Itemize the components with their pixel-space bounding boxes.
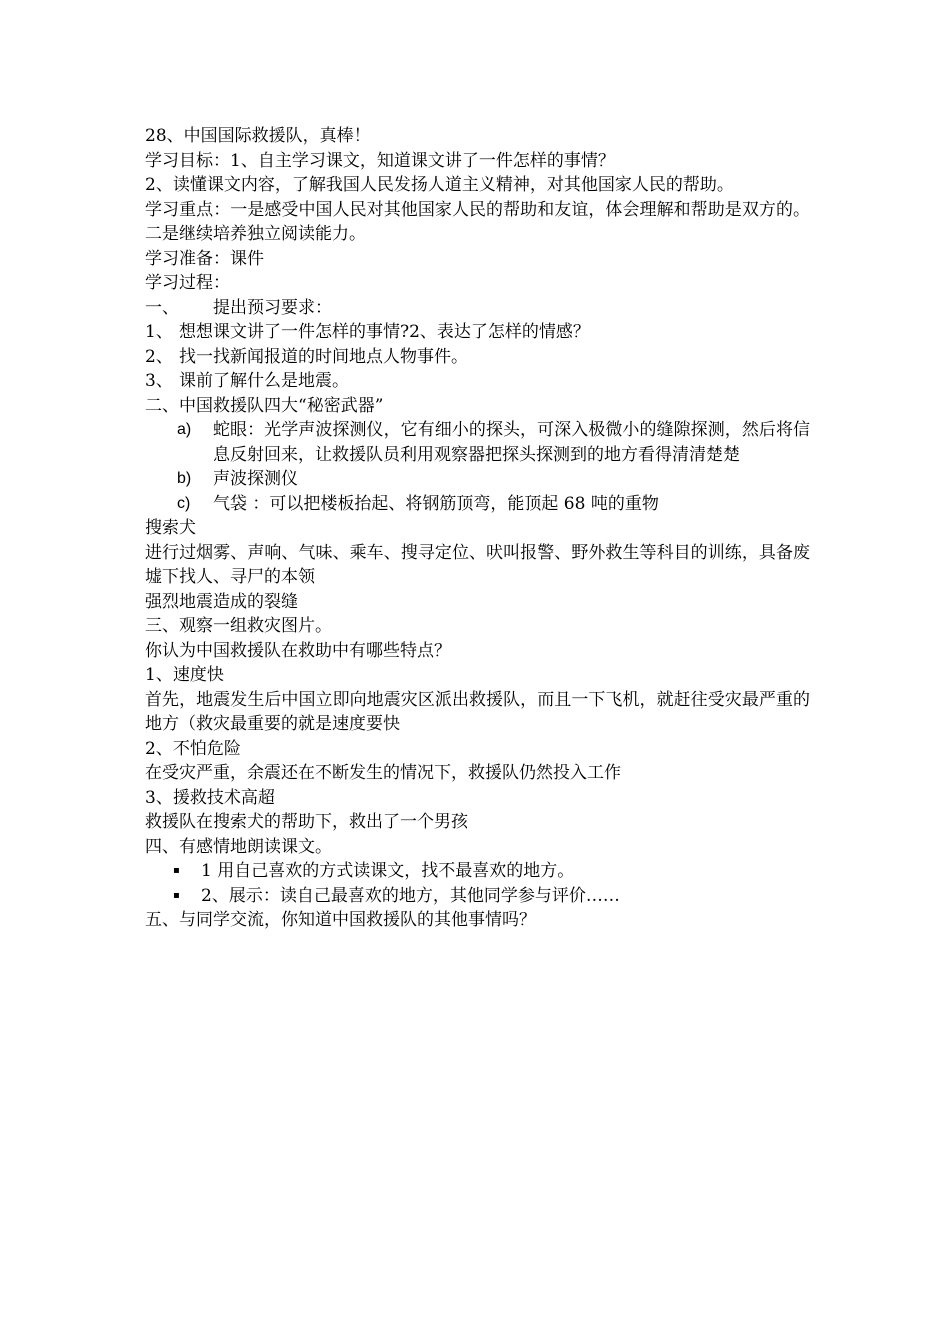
lesson-title: 28、中国国际救援队，真棒！ — [145, 126, 371, 146]
section-1-heading — [145, 296, 810, 321]
section-1-marker: 一、 — [145, 297, 179, 318]
bullet-square-icon: ▪ — [173, 889, 180, 901]
trait-3-description: 救援队在搜索犬的帮助下，救出了一个男孩 — [145, 812, 468, 832]
trait-1-heading: 1、速度快 — [145, 665, 224, 685]
section-4-heading: 四、有感情地朗读课文。 — [145, 836, 332, 857]
section-5-heading: 五、与同学交流，你知道中国救援队的其他事情吗？ — [145, 910, 536, 930]
bullet-square-icon: ▪ — [173, 865, 180, 876]
weapon-item-text: 蛇眼：光学声波探测仪，它有细小的探头，可深入极微小的缝隙探测，然后将信息反射回来，让救援队员利用观察器把探头探测到的地方看得清清楚楚 — [213, 420, 810, 465]
preview-item — [145, 345, 810, 370]
preview-item-marker: 1、 — [145, 322, 173, 342]
weapon-item-marker: c) — [177, 494, 191, 512]
discussion-question: 你认为中国救援队在救助中有哪些特点？ — [145, 640, 451, 661]
section-3-heading: 三、观察一组救灾图片。 — [145, 616, 332, 636]
search-dog-description: 进行过烟雾、声响、气味、乘车、搜寻定位、吠叫报警、野外救生等科目的训练，具备废墟下找人、寻尸的本领 — [145, 542, 810, 587]
learning-objective-2: 2、读懂课文内容，了解我国人民发扬人道主义精神，对其他国家人民的帮助。 — [145, 175, 734, 195]
weapon-item-text: 气袋 ：可以把楼板抬起、将钢筋顶弯，能顶起 68 吨的重物 — [213, 493, 659, 514]
preview-item-marker: 2、 — [145, 346, 173, 367]
reading-item-text: 1 用自己喜欢的方式读课文，找不最喜欢的地方。 — [201, 861, 575, 881]
reading-item-text: 2、展示：读自己最喜欢的地方，其他同学参与评价…… — [201, 885, 620, 906]
weapon-item-marker: b) — [177, 470, 192, 487]
search-dog-heading: 搜索犬 — [145, 518, 196, 538]
reading-item — [145, 859, 810, 884]
weapon-item-marker: a) — [177, 421, 192, 438]
section-2-heading: 二、中国救援队四大“秘密武器” — [145, 395, 384, 416]
learning-objective-1: 学习目标：1、自主学习课文，知道课文讲了一件怎样的事情？ — [145, 150, 615, 171]
trait-3-heading: 3、援救技术高超 — [145, 787, 275, 808]
earthquake-cracks-caption: 强烈地震造成的裂缝 — [145, 591, 298, 612]
trait-2-description: 在受灾严重，余震还在不断发生的情况下，救援队仍然投入工作 — [145, 763, 621, 783]
learning-process-heading: 学习过程： — [145, 273, 230, 293]
reading-item — [145, 884, 810, 909]
weapon-item — [145, 418, 810, 467]
document-body — [145, 124, 810, 933]
weapon-item — [145, 467, 810, 492]
preview-item-marker: 3、 — [145, 371, 173, 391]
preview-item-text: 想想课文讲了一件怎样的事情?2、表达了怎样的情感？ — [179, 322, 590, 342]
preview-item — [145, 369, 810, 394]
preview-item — [145, 320, 810, 345]
trait-2-heading: 2、不怕危险 — [145, 738, 241, 759]
weapon-item-text: 声波探测仪 — [213, 469, 298, 489]
preview-item-text: 找一找新闻报道的时间地点人物事件。 — [179, 346, 468, 367]
preview-item-text: 课前了解什么是地震。 — [179, 371, 349, 391]
learning-key-points: 学习重点：一是感受中国人民对其他国家人民的帮助和友谊，体会理解和帮助是双方的。二是继续培养独立阅读能力。 — [145, 199, 810, 244]
section-1-text: 提出预习要求： — [213, 297, 332, 318]
learning-preparation: 学习准备：课件 — [145, 248, 264, 269]
weapon-item — [145, 492, 810, 517]
trait-1-description: 首先，地震发生后中国立即向地震灾区派出救援队，而且一下飞机，就赶往受灾最严重的地方（救灾最重要的就是速度要快 — [145, 689, 810, 734]
